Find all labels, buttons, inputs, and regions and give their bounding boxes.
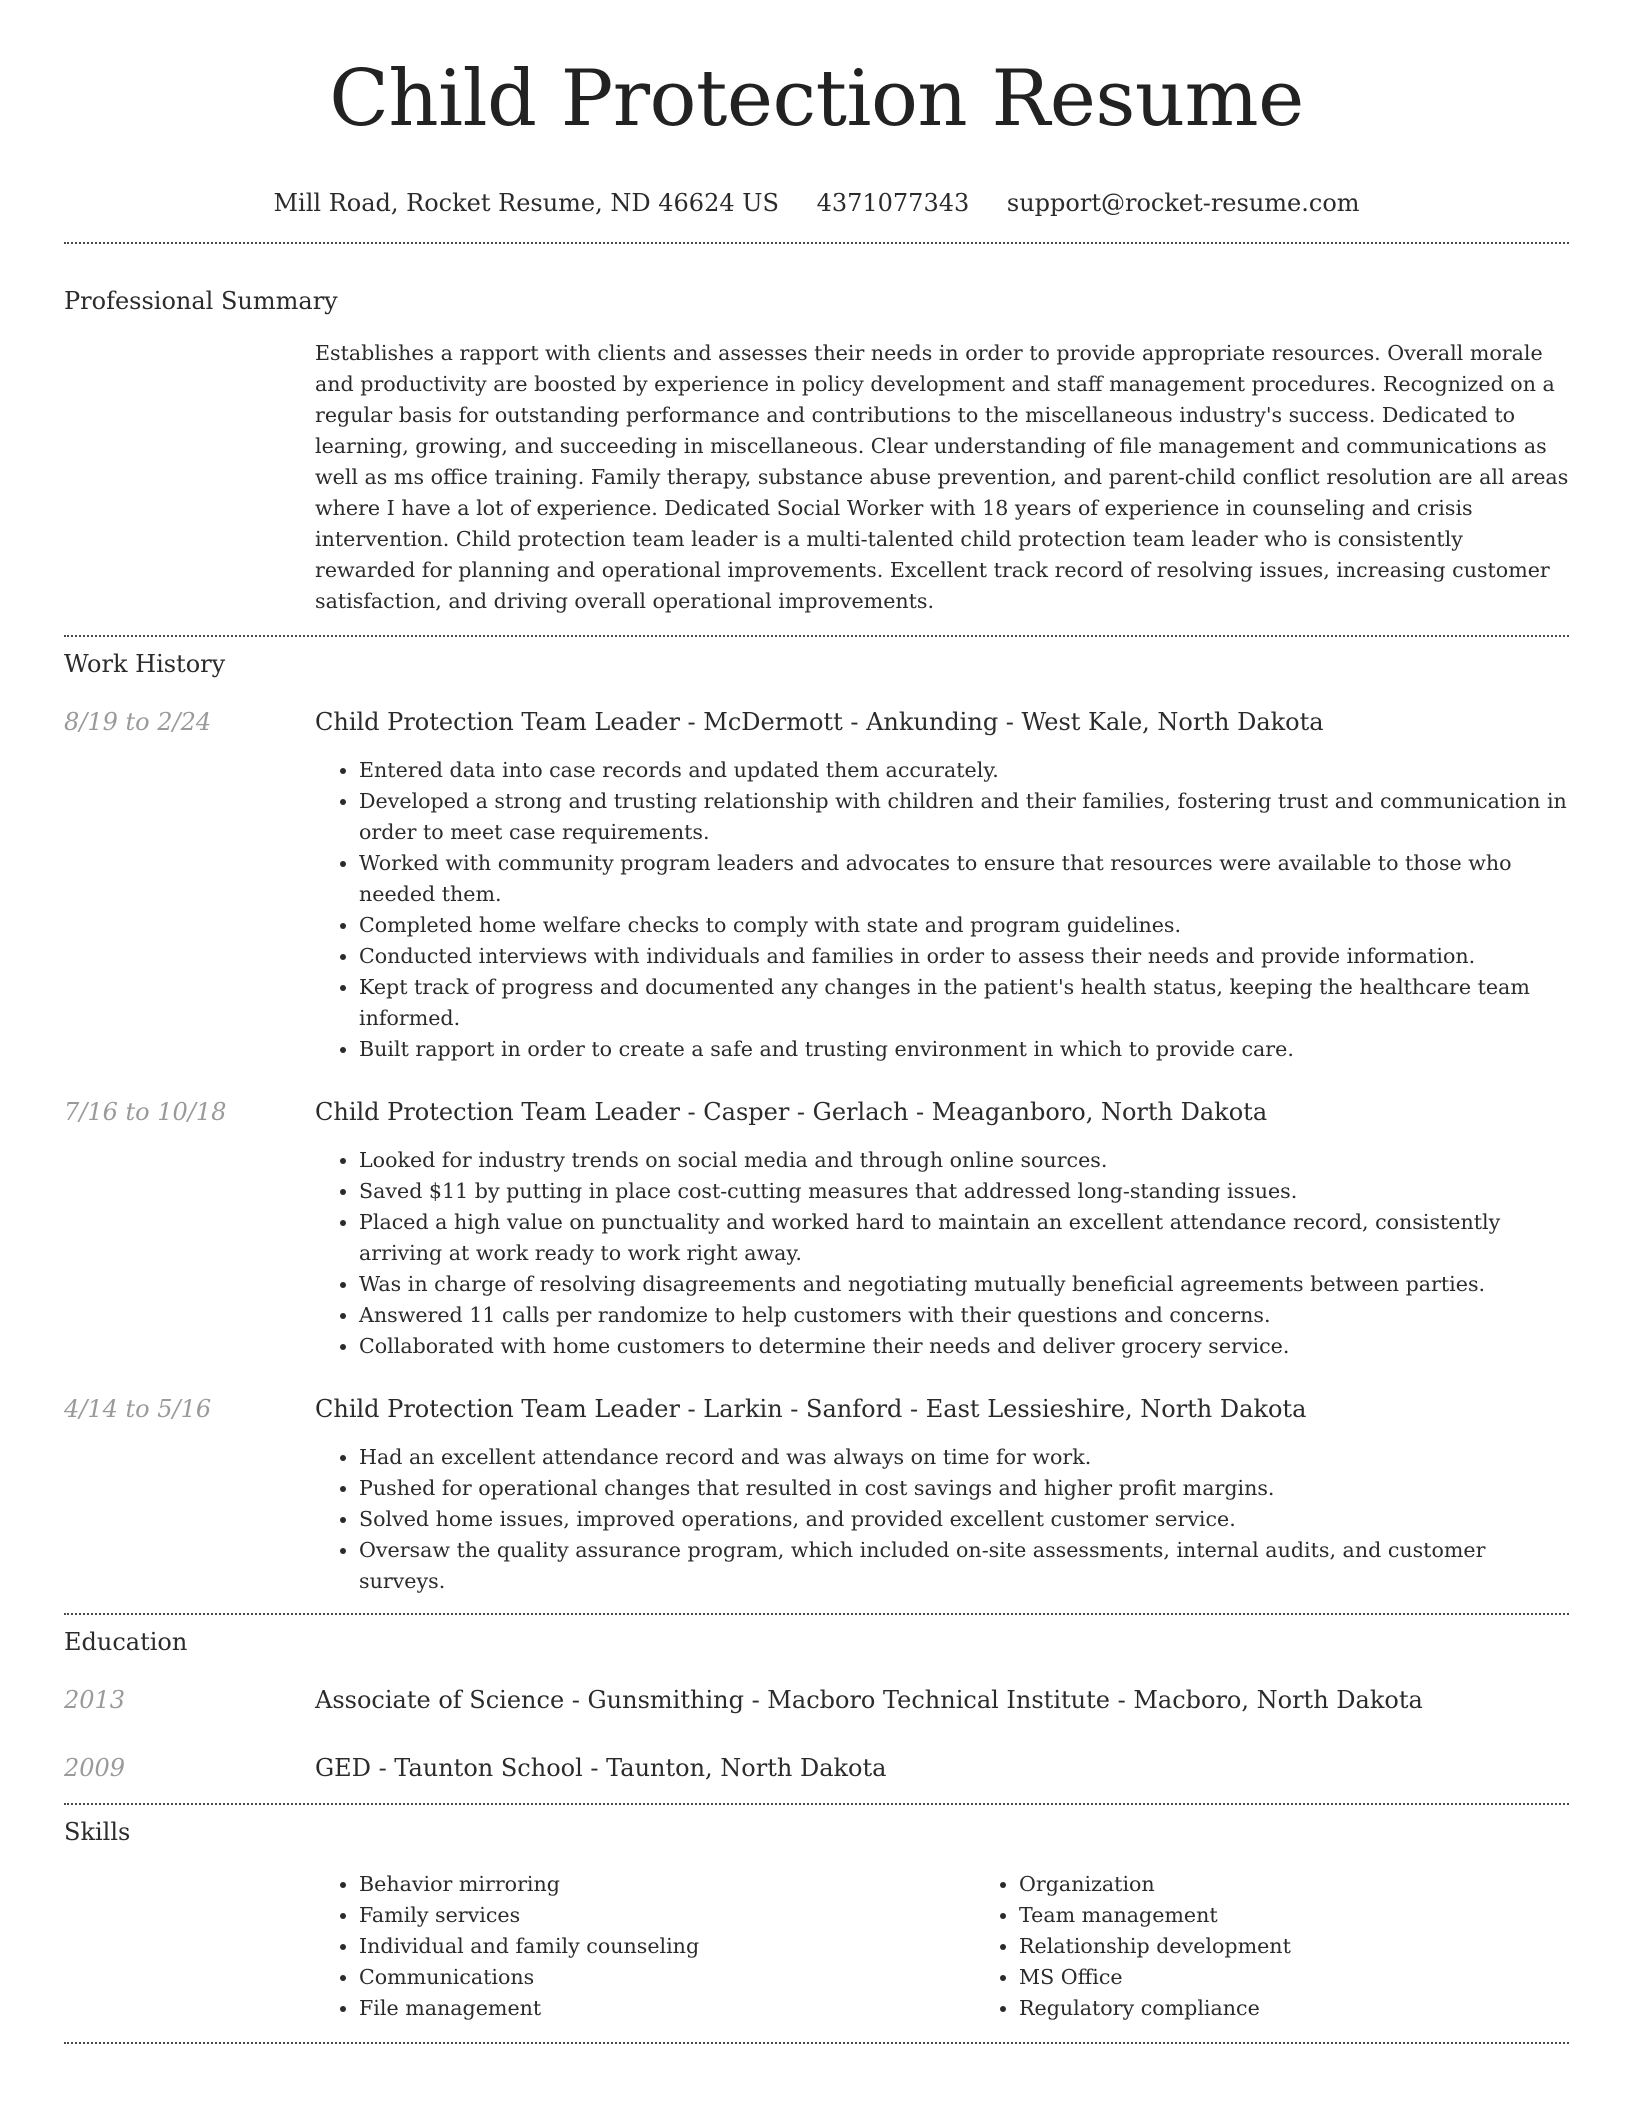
summary-text: Establishes a rapport with clients and assesses their needs in order to provide appropriate resources. Overall morale and productivity are boosted by experience in policy development and staff management procedures. Recognized on a regular basis for outstanding performance and contributions to the miscellaneous industry's success. Dedicated to learning, growing, and succeeding in miscellaneous. Clear understanding of file management and communications as well as ms office training. Family therapy, substance abuse prevention, and parent-child conflict resolution are all areas where I have a lot of experience. Dedicated Social Worker with 18 years of experience in counseling and crisis intervention. Child protection team leader is a multi-talented child protection team leader who is consistently rewarded for planning and operational improvements. Excellent track record of resolving issues, increasing customer satisfaction, and driving overall operational improvements. [315,341,1569,613]
list-item: • Completed home welfare checks to comply with state and program guidelines. [359,910,1569,941]
job-bullets [315,1145,1569,1362]
work-section [64,649,1569,1597]
job-dates: 8/19 to 2/24 [64,708,212,736]
education-heading: Education [64,1628,188,1656]
education-section [64,1627,1569,1783]
list-item: • Team management [1019,1900,1632,1931]
job-entry [64,707,1569,1065]
section-divider [64,635,1569,637]
job-bullets [315,755,1569,1065]
list-item: • Answered 11 calls per randomize to help customers with their questions and concerns. [359,1300,1569,1331]
list-item: • Pushed for operational changes that resulted in cost savings and higher profit margins. [359,1473,1569,1504]
job-entry [64,1394,1569,1597]
list-item: • Kept track of progress and documented any changes in the patient's health status, keeping the healthcare team informed. [359,972,1569,1034]
list-item: • Regulatory compliance [1019,1993,1632,2024]
list-item: • File management [359,1993,975,2024]
skills-heading: Skills [64,1818,131,1846]
list-item: • MS Office [1019,1962,1632,1993]
list-item: • Placed a high value on punctuality and worked hard to maintain an excellent attendance record, consistently arriving at work ready to work right away. [359,1207,1569,1269]
list-item: • Individual and family counseling [359,1931,975,1962]
list-item: • Worked with community program leaders and advocates to ensure that resources were available to those who needed them. [359,848,1569,910]
job-title: Child Protection Team Leader - Casper - Gerlach - Meaganboro, North Dakota [315,1098,1268,1126]
section-divider [64,2042,1569,2044]
work-heading: Work History [64,650,226,678]
contact-line [64,188,1569,218]
section-divider [64,1803,1569,1805]
list-item: • Family services [359,1900,975,1931]
job-entry [64,1097,1569,1362]
job-title: Child Protection Team Leader - McDermott - Ankunding - West Kale, North Dakota [315,708,1324,736]
list-item: • Solved home issues, improved operations, and provided excellent customer service. [359,1504,1569,1535]
skills-list-right [975,1869,1632,2024]
resume-title: Child Protection Resume [329,54,1304,144]
job-dates: 7/16 to 10/18 [64,1098,227,1126]
list-item: • Conducted interviews with individuals and families in order to assess their needs and provide information. [359,941,1569,972]
summary-section [64,286,1569,617]
list-item: • Looked for industry trends on social media and through online sources. [359,1145,1569,1176]
job-title: Child Protection Team Leader - Larkin - Sanford - East Lessieshire, North Dakota [315,1395,1307,1423]
skills-list-left [315,1869,975,2024]
education-year: 2009 [64,1754,126,1782]
list-item: • Oversaw the quality assurance program, which included on-site assessments, internal audits, and customer surveys. [359,1535,1569,1597]
list-item: • Relationship development [1019,1931,1632,1962]
education-title: Associate of Science - Gunsmithing - Macboro Technical Institute - Macboro, North Dakota [315,1686,1423,1714]
list-item: • Developed a strong and trusting relationship with children and their families, fostering trust and communication in order to meet case requirements. [359,786,1569,848]
job-dates: 4/14 to 5/16 [64,1395,212,1423]
job-bullets [315,1442,1569,1597]
list-item: • Saved $11 by putting in place cost-cutting measures that addressed long-standing issues. [359,1176,1569,1207]
contact-email: support@rocket-resume.com [1006,189,1360,217]
skills-section [64,1817,1569,2024]
skills-columns [315,1869,1632,2024]
education-entry [64,1753,1569,1783]
education-title: GED - Taunton School - Taunton, North Dakota [315,1754,887,1782]
list-item: • Built rapport in order to create a safe and trusting environment in which to provide care. [359,1034,1569,1065]
section-divider [64,1613,1569,1615]
contact-phone: 4371077343 [816,189,970,217]
summary-heading: Professional Summary [64,287,338,315]
section-divider [64,242,1569,244]
education-year: 2013 [64,1686,126,1714]
list-item: • Entered data into case records and updated them accurately. [359,755,1569,786]
list-item: • Communications [359,1962,975,1993]
list-item: • Organization [1019,1869,1632,1900]
list-item: • Collaborated with home customers to determine their needs and deliver grocery service. [359,1331,1569,1362]
list-item: • Behavior mirroring [359,1869,975,1900]
education-entry [64,1685,1569,1715]
list-item: • Had an excellent attendance record and was always on time for work. [359,1442,1569,1473]
contact-address: Mill Road, Rocket Resume, ND 46624 US [273,189,779,217]
list-item: • Was in charge of resolving disagreements and negotiating mutually beneficial agreements between parties. [359,1269,1569,1300]
